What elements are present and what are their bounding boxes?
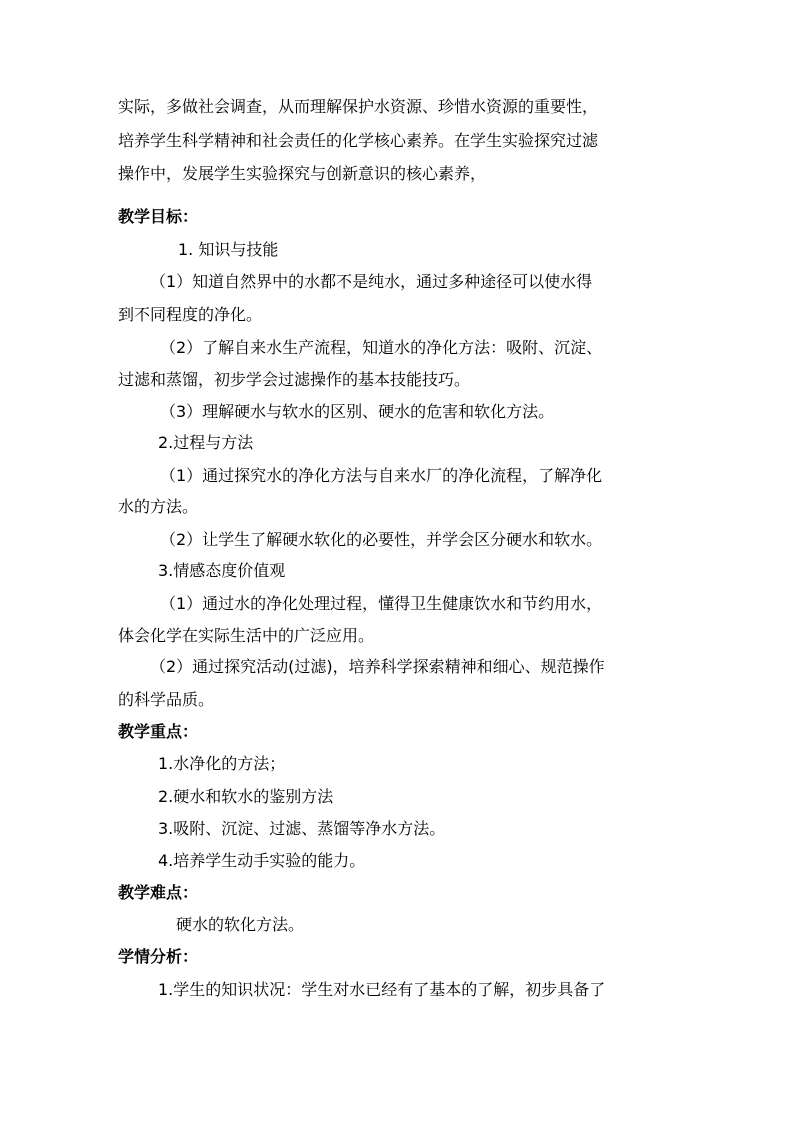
section-heading-key-points: 教学重点： [118,722,199,741]
text-line: （1）通过探究水的净化方法与自来水厂的净化流程，了解净化 [160,466,603,485]
text-line: 实际，多做社会调查，从而理解保护水资源、珍惜水资源的重要性， [118,97,599,116]
text-line: （2）让学生了解硬水软化的必要性，并学会区分硬水和软水。 [160,530,603,549]
text-line: （1）知道自然界中的水都不是纯水，通过多种途径可以使水得 [150,272,593,291]
text-line: 的科学品质。 [118,690,215,709]
list-item: 4.培养学生动手实验的能力。 [158,851,366,870]
text-line: （2）通过探究活动(过滤)，培养科学探索精神和细心、规范操作 [150,657,605,676]
section-heading-difficulty: 教学难点： [118,883,199,902]
section-heading-objectives: 教学目标： [118,207,199,226]
text-line: 硬水的软化方法。 [176,915,305,934]
subsection-heading: 2.过程与方法 [158,433,254,452]
subsection-heading: 1. 知识与技能 [178,240,279,259]
list-item: 2.硬水和软水的鉴别方法 [158,787,334,806]
text-line: 体会化学在实际生活中的广泛应用。 [118,626,375,645]
text-line: （1）通过水的净化处理过程，懂得卫生健康饮水和节约用水， [160,594,603,613]
list-item: 3.吸附、沉淀、过滤、蒸馏等净水方法。 [158,819,446,838]
list-item: 1.水净化的方法； [158,754,286,773]
text-line: 水的方法。 [118,497,199,516]
section-heading-analysis: 学情分析： [118,947,199,966]
text-line: 培养学生科学精神和社会责任的化学核心素养。在学生实验探究过滤 [118,131,599,150]
text-line: （3）理解硬水与软水的区别、硬水的危害和软化方法。 [160,402,555,421]
text-line: 到不同程度的净化。 [118,305,263,324]
text-line: （2）了解自来水生产流程，知道水的净化方法：吸附、沉淀、 [160,338,603,357]
subsection-heading: 3.情感态度价值观 [158,561,286,580]
text-line: 操作中，发展学生实验探究与创新意识的核心素养， [118,164,487,183]
text-line: 过滤和蒸馏，初步学会过滤操作的基本技能技巧。 [118,370,471,389]
text-line: 1.学生的知识状况：学生对水已经有了基本的了解，初步具备了 [158,980,606,999]
